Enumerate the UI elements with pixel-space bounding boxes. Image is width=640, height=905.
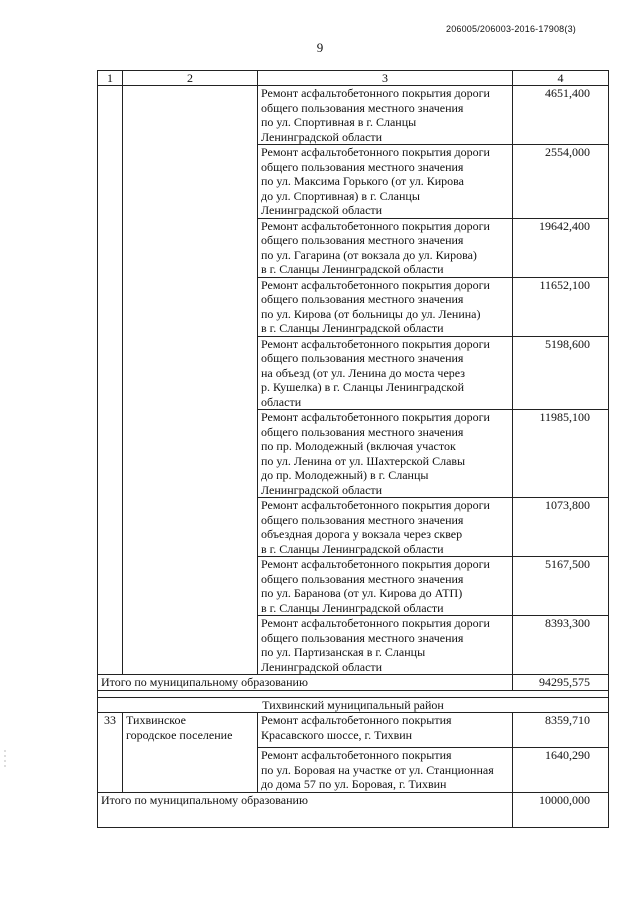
settlement-cell xyxy=(123,86,258,675)
subtotal-row xyxy=(98,675,609,691)
column-header: 2 xyxy=(123,71,258,86)
subtotal-row xyxy=(98,792,609,827)
amount-cell: 11652,100 xyxy=(513,277,609,336)
table-row xyxy=(98,86,609,145)
number-cell: 33 xyxy=(98,713,123,793)
column-header: 3 xyxy=(258,71,513,86)
subtotal-amount: 94295,575 xyxy=(513,675,609,691)
region-header: Тихвинский муниципальный район xyxy=(98,697,609,713)
amount-cell: 19642,400 xyxy=(513,218,609,277)
description-cell: Ремонт асфальтобетонного покрытия дороги общего пользования местного значения по ул. Максима Горького (от ул. Кирова до ул. Спортивная) в г. Сланцы Ленинградской области xyxy=(258,145,513,219)
page-number: 9 xyxy=(316,40,324,55)
number-cell xyxy=(98,86,123,675)
amount-cell: 5167,500 xyxy=(513,557,609,616)
amount-cell: 4651,400 xyxy=(513,86,609,145)
description-cell: Ремонт асфальтобетонного покрытия дороги общего пользования местного значения по ул. Партизанская в г. Сланцы Ленинградской области xyxy=(258,616,513,675)
subtotal-label: Итого по муниципальному образованию xyxy=(98,675,513,691)
description-cell: Ремонт асфальтобетонного покрытия дороги общего пользования местного значения объездная дорога у вокзала через сквер в г. Сланцы Ленинградской области xyxy=(258,498,513,557)
description-cell: Ремонт асфальтобетонного покрытия дороги общего пользования местного значения по ул. Баранова (от ул. Кирова до АТП) в г. Сланцы Ленинградской области xyxy=(258,557,513,616)
region-header-row xyxy=(98,697,609,713)
amount-cell: 5198,600 xyxy=(513,336,609,410)
table-row xyxy=(98,713,609,748)
document-id: 206005/206003-2016-17908(3) xyxy=(445,24,576,34)
margin-mark xyxy=(4,750,6,768)
description-cell: Ремонт асфальтобетонного покрытия дороги общего пользования местного значения по ул. Спортивная в г. Сланцы Ленинградской области xyxy=(258,86,513,145)
description-cell: Ремонт асфальтобетонного покрытия Красавского шоссе, г. Тихвин xyxy=(258,713,513,748)
subtotal-amount: 10000,000 xyxy=(513,792,609,827)
description-cell: Ремонт асфальтобетонного покрытия дороги общего пользования местного значения по ул. Гагарина (от вокзала до ул. Кирова) в г. Сланцы Ленинградской области xyxy=(258,218,513,277)
amount-cell: 8393,300 xyxy=(513,616,609,675)
column-header: 1 xyxy=(98,71,123,86)
description-cell: Ремонт асфальтобетонного покрытия дороги общего пользования местного значения по пр. Молодежный (включая участок по ул. Ленина от ул. Шахтерской Славы до пр. Молодежный) в г. Сланцы Ленинградской области xyxy=(258,410,513,498)
description-cell: Ремонт асфальтобетонного покрытия дороги общего пользования местного значения по ул. Кирова (от больницы до ул. Ленина) в г. Сланцы Ленинградской области xyxy=(258,277,513,336)
amount-cell: 2554,000 xyxy=(513,145,609,219)
amount-cell: 1073,800 xyxy=(513,498,609,557)
amount-cell: 8359,710 xyxy=(513,713,609,748)
amount-cell: 11985,100 xyxy=(513,410,609,498)
table-header-row xyxy=(98,71,609,86)
subtotal-label: Итого по муниципальному образованию xyxy=(98,792,513,827)
spacer-cell xyxy=(98,690,609,697)
description-cell: Ремонт асфальтобетонного покрытия по ул. Боровая на участке от ул. Станционная до дома 57 по ул. Боровая, г. Тихвин xyxy=(258,748,513,793)
settlement-cell: Тихвинское городское поселение xyxy=(123,713,258,793)
amount-cell: 1640,290 xyxy=(513,748,609,793)
column-header: 4 xyxy=(513,71,609,86)
budget-table xyxy=(97,70,609,828)
description-cell: Ремонт асфальтобетонного покрытия дороги общего пользования местного значения на объезд (от ул. Ленина до моста через р. Кушелка) в г. Сланцы Ленинградской области xyxy=(258,336,513,410)
spacer-row xyxy=(98,690,609,697)
